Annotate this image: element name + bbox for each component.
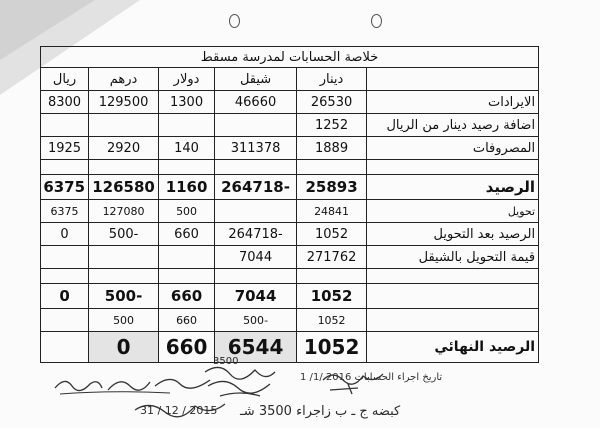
row-label bbox=[367, 309, 539, 332]
final-balance-row bbox=[41, 332, 539, 363]
handwritten-receipt-note: كبضه ج ـ ب زاجراء 3500 شـ bbox=[240, 404, 401, 419]
row-label: الرصيد بعد التحويل bbox=[367, 223, 539, 246]
cell-shekel: 7044 bbox=[215, 284, 297, 309]
cell-dinar bbox=[297, 269, 367, 284]
header-riyal: ريال bbox=[41, 68, 89, 91]
cell-riyal bbox=[41, 269, 89, 284]
cell-shekel: 6544 bbox=[215, 332, 297, 363]
balance-after-transfer-row bbox=[41, 223, 539, 246]
cell-dirham bbox=[89, 269, 159, 284]
cell-riyal: 6375 bbox=[41, 175, 89, 200]
transfer-row bbox=[41, 200, 539, 223]
calculation-date: تاريخ اجراء الحسابات 2016 /1/ 1 bbox=[300, 372, 443, 383]
row-label bbox=[367, 269, 539, 284]
cell-dinar: 1052 bbox=[297, 332, 367, 363]
punch-hole-right bbox=[371, 14, 382, 28]
cell-dinar: 1052 bbox=[297, 309, 367, 332]
cell-dirham: 127080 bbox=[89, 200, 159, 223]
header-dirham: درهم bbox=[89, 68, 159, 91]
cell-dinar: 1052 bbox=[297, 223, 367, 246]
cell-dirham: 500 bbox=[89, 309, 159, 332]
cell-shekel: -264718 bbox=[215, 175, 297, 200]
cell-dirham: 2920 bbox=[89, 137, 159, 160]
row-label: الرصيد النهائي bbox=[367, 332, 539, 363]
expenses-row bbox=[41, 137, 539, 160]
cell-shekel: 311378 bbox=[215, 137, 297, 160]
cell-dollar: 660 bbox=[159, 284, 215, 309]
cell-riyal: 1925 bbox=[41, 137, 89, 160]
cell-dollar bbox=[159, 114, 215, 137]
punch-hole-left bbox=[229, 14, 240, 28]
row-label: تحويل bbox=[367, 200, 539, 223]
cell-dirham: -500 bbox=[89, 284, 159, 309]
cell-shekel: -500 bbox=[215, 309, 297, 332]
cell-dirham: 129500 bbox=[89, 91, 159, 114]
cell-dinar: 1252 bbox=[297, 114, 367, 137]
accounts-summary-table bbox=[40, 46, 539, 363]
cell-shekel bbox=[215, 160, 297, 175]
header-label-cell bbox=[367, 68, 539, 91]
header-dollar: دولار bbox=[159, 68, 215, 91]
recap-adjust-row bbox=[41, 309, 539, 332]
cell-dinar bbox=[297, 160, 367, 175]
spacer-row bbox=[41, 269, 539, 284]
cell-shekel bbox=[215, 114, 297, 137]
signature-right bbox=[318, 366, 388, 396]
cell-dollar: 1160 bbox=[159, 175, 215, 200]
cell-riyal bbox=[41, 332, 89, 363]
cell-shekel bbox=[215, 200, 297, 223]
sheet-title: خلاصة الحسابات لمدرسة مسقط bbox=[41, 47, 539, 68]
dinar-added-from-riyal-row bbox=[41, 114, 539, 137]
cell-dirham bbox=[89, 114, 159, 137]
cell-dinar: 26530 bbox=[297, 91, 367, 114]
cell-dirham bbox=[89, 246, 159, 269]
header-dinar: دينار bbox=[297, 68, 367, 91]
cell-dirham bbox=[89, 160, 159, 175]
spacer-row bbox=[41, 160, 539, 175]
cell-riyal bbox=[41, 246, 89, 269]
cell-shekel: 46660 bbox=[215, 91, 297, 114]
cell-riyal: 8300 bbox=[41, 91, 89, 114]
cell-riyal bbox=[41, 309, 89, 332]
cell-dinar: 24841 bbox=[297, 200, 367, 223]
cell-riyal bbox=[41, 160, 89, 175]
handwritten-date: 2015 / 12 / 31 bbox=[140, 404, 218, 417]
cell-dinar: 271762 bbox=[297, 246, 367, 269]
row-label: الايرادات bbox=[367, 91, 539, 114]
cell-shekel bbox=[215, 269, 297, 284]
balance-row bbox=[41, 175, 539, 200]
cell-dollar: 660 bbox=[159, 332, 215, 363]
handwritten-amount-top: 3500 bbox=[213, 356, 239, 367]
cell-shekel: 7044 bbox=[215, 246, 297, 269]
signature-left bbox=[50, 368, 220, 398]
row-label: اضافة رصيد دينار من الريال bbox=[367, 114, 539, 137]
cell-dinar: 25893 bbox=[297, 175, 367, 200]
cell-dinar: 1052 bbox=[297, 284, 367, 309]
transfer-value-shekel-row bbox=[41, 246, 539, 269]
income-row bbox=[41, 91, 539, 114]
cell-dollar: 660 bbox=[159, 309, 215, 332]
cell-dollar: 1300 bbox=[159, 91, 215, 114]
row-label: المصروفات bbox=[367, 137, 539, 160]
cell-dollar bbox=[159, 269, 215, 284]
cell-dirham: 126580 bbox=[89, 175, 159, 200]
cell-riyal bbox=[41, 114, 89, 137]
row-label: الرصيد bbox=[367, 175, 539, 200]
cell-riyal: 0 bbox=[41, 223, 89, 246]
cell-dollar: 660 bbox=[159, 223, 215, 246]
cell-dinar: 1889 bbox=[297, 137, 367, 160]
cell-dirham: 0 bbox=[89, 332, 159, 363]
recap-balance-row bbox=[41, 284, 539, 309]
cell-dollar bbox=[159, 160, 215, 175]
currency-header-row bbox=[41, 68, 539, 91]
row-label: قيمة التحويل بالشيقل bbox=[367, 246, 539, 269]
cell-dollar bbox=[159, 246, 215, 269]
row-label bbox=[367, 284, 539, 309]
cell-dollar: 140 bbox=[159, 137, 215, 160]
row-label bbox=[367, 160, 539, 175]
header-shekel: شيقل bbox=[215, 68, 297, 91]
cell-dirham: -500 bbox=[89, 223, 159, 246]
cell-riyal: 0 bbox=[41, 284, 89, 309]
cell-riyal: 6375 bbox=[41, 200, 89, 223]
cell-shekel: -264718 bbox=[215, 223, 297, 246]
cell-dollar: 500 bbox=[159, 200, 215, 223]
title-row bbox=[41, 47, 539, 68]
